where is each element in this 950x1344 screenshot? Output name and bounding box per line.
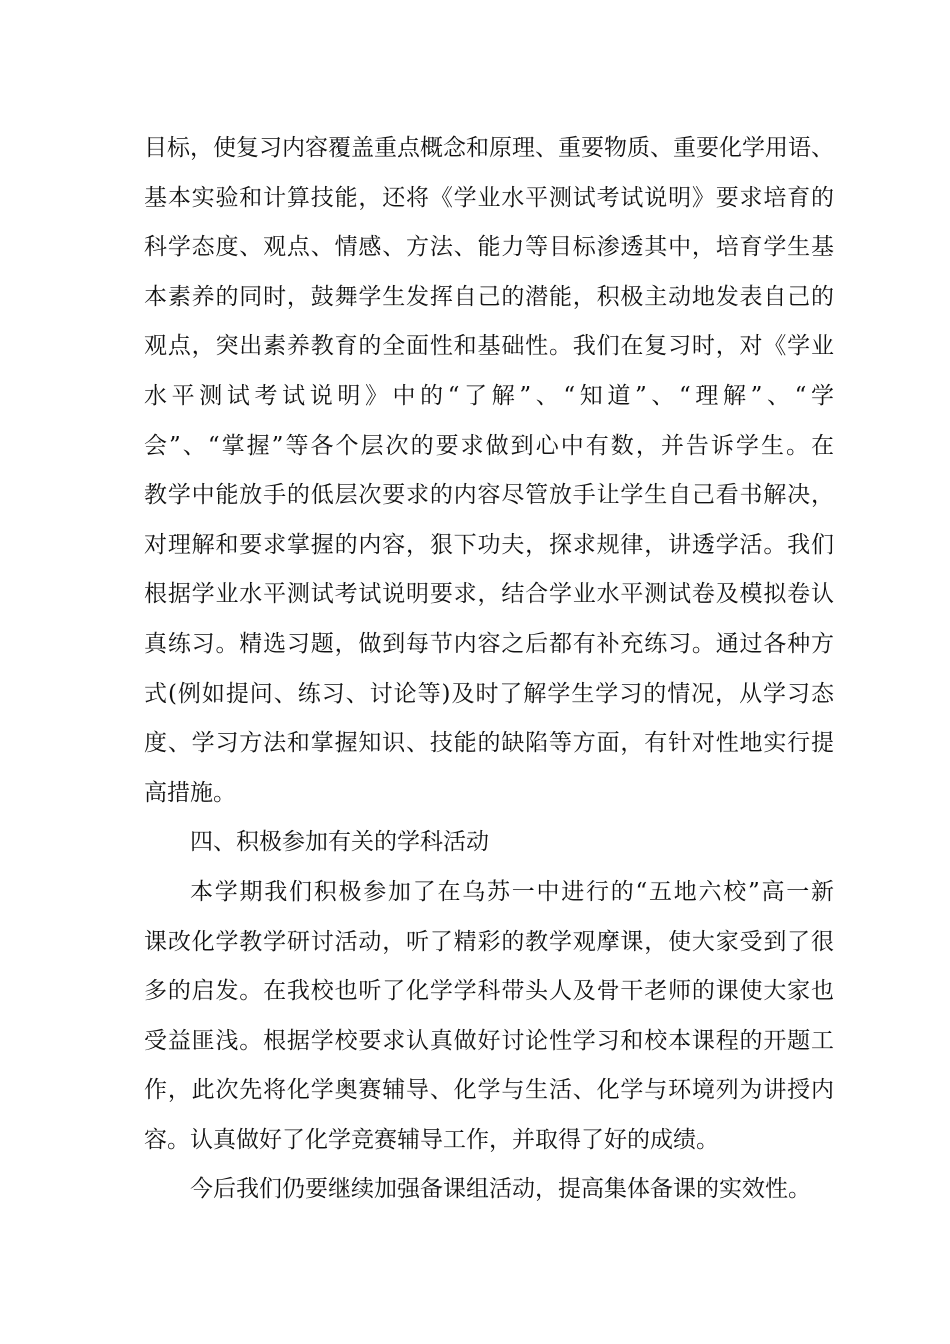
text-line: 式(例如提问、练习、讨论等)及时了解学生学习的情况，从学习态: [144, 680, 834, 707]
section-heading: 四、积极参加有关的学科活动: [190, 829, 489, 856]
text-line: 会”、“掌握”等各个层次的要求做到心中有数，并告诉学生。在: [144, 432, 834, 459]
text-line: 水平测试考试说明》中的“了解”、“知道”、“理解”、“学: [144, 382, 834, 409]
text-line: 今后我们仍要继续加强备课组活动，提高集体备课的实效性。: [190, 1176, 811, 1203]
text-line: 真练习。精选习题，做到每节内容之后都有补充练习。通过各种方: [144, 630, 834, 657]
text-line: 基本实验和计算技能，还将《学业水平测试考试说明》要求培育的: [144, 184, 834, 211]
text-line: 高措施。: [144, 779, 236, 806]
text-line: 课改化学教学研讨活动，听了精彩的教学观摩课，使大家受到了很: [144, 928, 834, 955]
document-body: [144, 124, 834, 1215]
paragraph-2: [144, 868, 834, 1166]
text-line: 根据学业水平测试考试说明要求，结合学业水平测试卷及模拟卷认: [144, 581, 834, 608]
text-line: 教学中能放手的低层次要求的内容尽管放手让学生自己看书解决，: [144, 482, 834, 509]
text-line: 容。认真做好了化学竞赛辅导工作，并取得了好的成绩。: [144, 1126, 719, 1153]
text-line: 本素养的同时，鼓舞学生发挥自己的潜能，积极主动地发表自己的: [144, 283, 834, 310]
text-line: 本学期我们积极参加了在乌苏一中进行的“五地六校”高一新: [190, 878, 834, 905]
paragraph-1: [144, 124, 834, 818]
text-line: 科学态度、观点、情感、方法、能力等目标渗透其中，培育学生基: [144, 234, 834, 261]
text-line: 目标，使复习内容覆盖重点概念和原理、重要物质、重要化学用语、: [144, 135, 834, 161]
text-line: 作，此次先将化学奥赛辅导、化学与生活、化学与环境列为讲授内: [144, 1077, 834, 1104]
text-line: 度、学习方法和掌握知识、技能的缺陷等方面，有针对性地实行提: [144, 730, 834, 757]
text-line: 观点，突出素养教育的全面性和基础性。我们在复习时，对《学业: [144, 333, 834, 360]
paragraph-3: [144, 1165, 834, 1215]
text-line: 多的启发。在我校也听了化学学科带头人及骨干老师的课使大家也: [144, 978, 834, 1005]
text-line: 对理解和要求掌握的内容，狠下功夫，探求规律，讲透学活。我们: [144, 531, 834, 558]
text-line: 受益匪浅。根据学校要求认真做好讨论性学习和校本课程的开题工: [144, 1027, 834, 1054]
